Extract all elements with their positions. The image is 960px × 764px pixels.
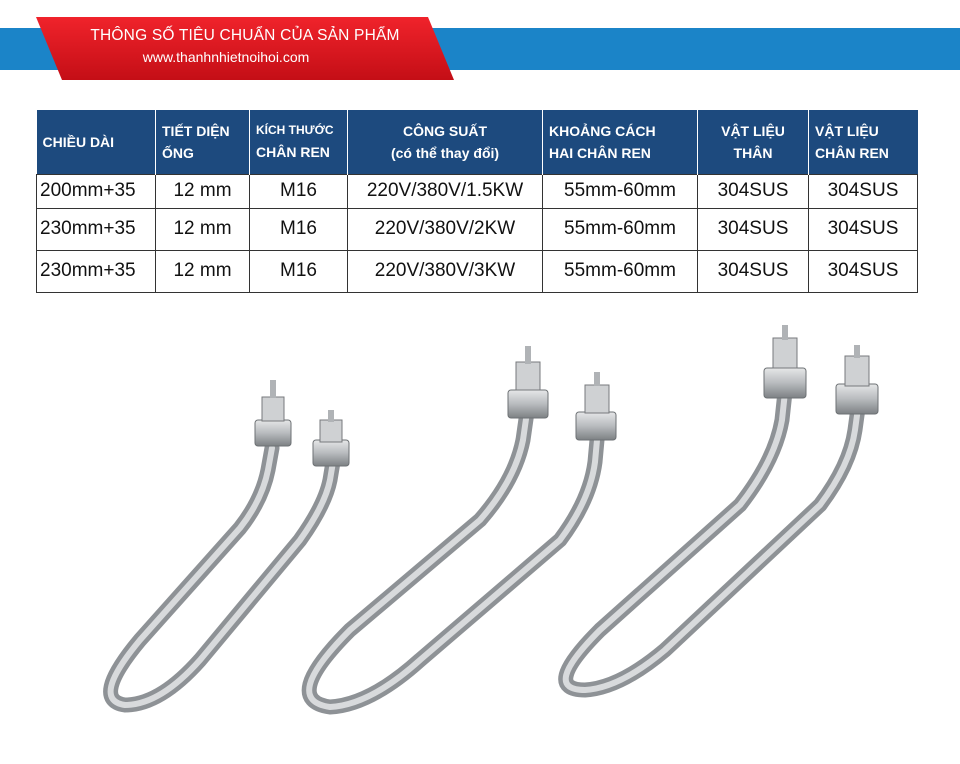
header-length: CHIỀU DÀI [37,110,156,174]
heating-element-3 [566,325,878,690]
cell-gap: 55mm-60mm [543,174,698,208]
header-gap: KHOẢNG CÁCH HAI CHÂN REN [543,110,698,174]
cell-body: 304SUS [698,208,809,250]
product-image [0,310,960,764]
cell-body: 304SUS [698,174,809,208]
cell-length: 200mm+35 [37,174,156,208]
website-link[interactable]: www.thanhnhietnoihoi.com [142,49,310,65]
cell-gap: 55mm-60mm [543,208,698,250]
spec-table [36,110,918,293]
cell-thread: M16 [250,174,348,208]
cell-thread-material: 304SUS [809,208,918,250]
cell-tube: 12 mm [156,250,250,292]
table-row [37,250,918,292]
title-banner [36,17,454,80]
table-row [37,208,918,250]
cell-gap: 55mm-60mm [543,250,698,292]
table-header-row [37,110,918,174]
cell-thread: M16 [250,250,348,292]
cell-length: 230mm+35 [37,208,156,250]
header-tube: TIẾT DIỆN ỐNG [156,110,250,174]
header-body-material: VẬT LIỆU THÂN [698,110,809,174]
cell-power: 220V/380V/2KW [348,208,543,250]
table-row [37,174,918,208]
header-thread-size: KÍCH THƯỚC CHÂN REN [250,110,348,174]
header-thread-material: VẬT LIỆU CHÂN REN [809,110,918,174]
cell-power: 220V/380V/1.5KW [348,174,543,208]
cell-length: 230mm+35 [37,250,156,292]
cell-power: 220V/380V/3KW [348,250,543,292]
cell-tube: 12 mm [156,174,250,208]
heating-element-1 [111,380,349,705]
cell-thread-material: 304SUS [809,174,918,208]
cell-thread: M16 [250,208,348,250]
cell-thread-material: 304SUS [809,250,918,292]
banner-title: THÔNG SỐ TIÊU CHUẨN CỦA SẢN PHẨM [90,27,400,44]
cell-tube: 12 mm [156,208,250,250]
cell-body: 304SUS [698,250,809,292]
heating-elements-illustration [0,310,960,764]
header-power: CÔNG SUẤT (có thể thay đổi) [348,110,543,174]
